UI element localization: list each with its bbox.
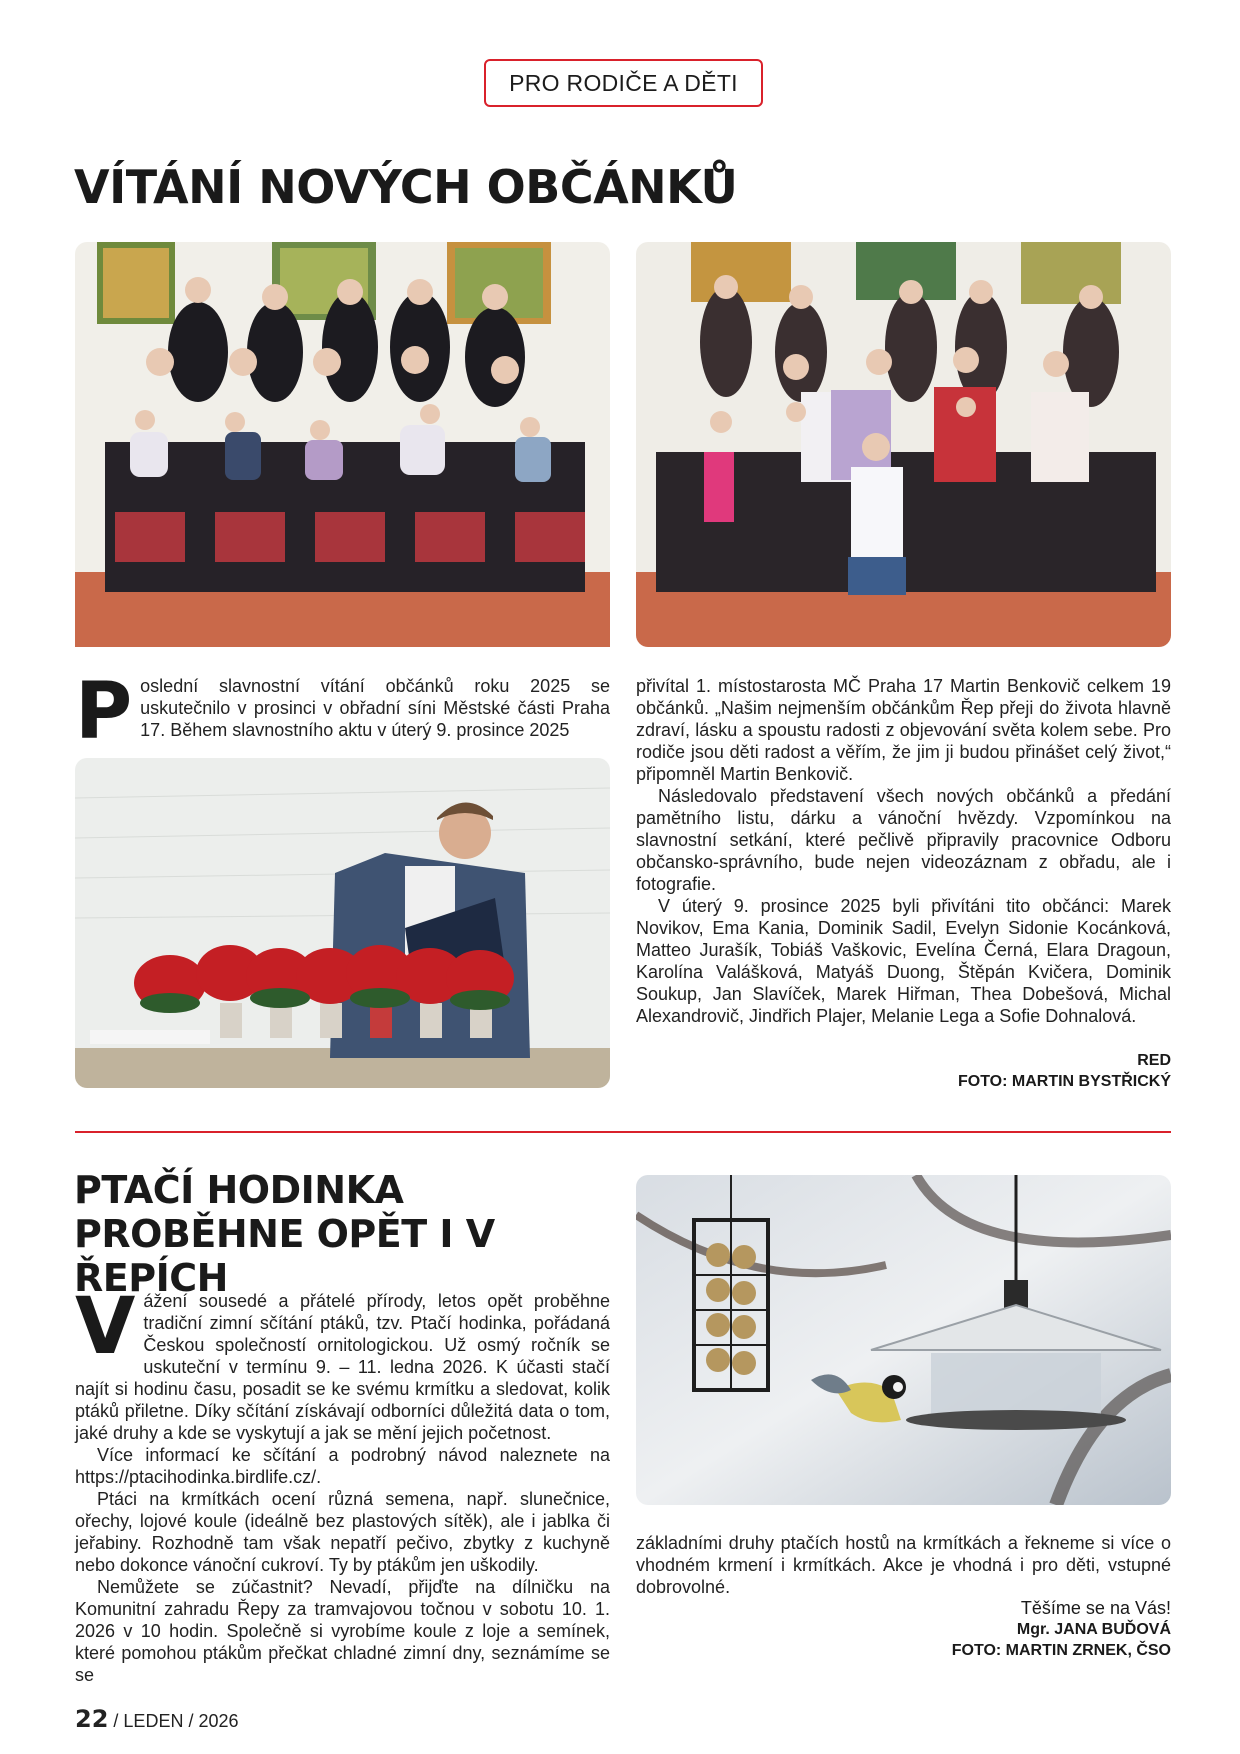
article2-paragraph: ážení sousedé a přátelé přírody, letos opět proběhne tradiční zimní sčítání ptáků, tzv. Ptačí hodinka, pořádaná Českou společností ornitologickou. Už osmý ročník se uskuteční v termínu 9. – 11. ledna 2026. K účasti stačí najít si hodinu času, posadit se ke svému krmítku a sledovat, kolik ptáků přiletne. Díky sčítání získávají odborníci důležitá data o tom, jaké druhy a kde se vyskytují a jak se mění jejich početnost. (75, 1291, 610, 1443)
article2-column2 (636, 1532, 1171, 1598)
article2-paragraph: Nemůžete se zúčastnit? Nevadí, přijďte na dílničku na Komunitní zahradu Řepy za tramvajovou točnou v sobotu 10. 1. 2026 v 10 hodin. Společně si vyrobíme koule z loje a semínek, které pomohou ptákům přečkat chladné zimní dny, seznámíme se se (75, 1577, 610, 1685)
photo-credit: FOTO: MARTIN ZRNEK, ČSO (951, 1642, 1171, 1659)
page-footer (75, 1705, 239, 1733)
photo-deputy-mayor-speech (75, 758, 610, 1088)
article1-column2 (636, 675, 1171, 1027)
greeting: Těšíme se na Vás! (1020, 1598, 1171, 1618)
article2-paragraph: Ptáci na krmítkách ocení různá semena, např. slunečnice, ořechy, lojové koule (ideálně bez plastových sítěk), ale i jablka či jeřabiny. Rozhodně tam však nepatří pečivo, zbytky z kuchyně nebo dokonce vánoční cukroví. Ty by ptákům jen uškodily. (75, 1489, 610, 1575)
article1-names-paragraph: V úterý 9. prosince 2025 byli přivítáni tito občánci: Marek Novikov, Ema Kania, Dominik Sadil, Evelyn Sidonie Kocánková, Matteo Jurašík, Tobiáš Vaškovic, Evelína Černá, Elara Dragoun, Karolína Valášková, Matyáš Duong, Štěpán Kvičera, Dominik Soukup, Jan Slavíček, Marek Hiřman, Thea Dobešová, Michal Alexandrovič, Jindřich Plajer, Melanie Lega a Sofie Dohnalová. (636, 896, 1171, 1026)
author: Mgr. JANA BUĎOVÁ (1016, 1621, 1171, 1638)
photo-credit: FOTO: MARTIN BYSTŘICKÝ (957, 1073, 1171, 1090)
photo-group-mothers-babies (75, 242, 610, 647)
article2-credits (800, 1598, 1171, 1661)
page-number: 22 (75, 1705, 109, 1733)
article1-credits (800, 1050, 1171, 1092)
article1-intro: oslední slavnostní vítání občánků roku 2025 se uskutečnilo v prosinci v obřadní síni Městské části Praha 17. Během slavnostního aktu v úterý 9. prosince 2025 (140, 676, 610, 740)
section-badge: PRO RODIČE A DĚTI (484, 59, 763, 107)
article-title-bird-hour: PTAČÍ HODINKA PROBĚHNE OPĚT I V ŘEPÍCH (74, 1168, 495, 1300)
photo-group-families-children (636, 242, 1171, 647)
article2-column1 (75, 1282, 610, 1686)
article1-column1 (75, 667, 610, 757)
dropcap-v: V (75, 1282, 136, 1372)
article1-paragraph: Následovalo představení všech nových občánků a předání pamětního listu, dárku a vánoční hvězdy. Vzpomínkou na slavnostní setkání, které pečlivě připravily pracovnice Odboru občansko-správního, bude nejen videozáznam z obřadu, ale i fotografie. (636, 786, 1171, 894)
article2-paragraph: Více informací ke sčítání a podrobný návod naleznete na https://ptacihodinka.birdlife.cz/. (75, 1445, 610, 1487)
article1-paragraph: přivítal 1. místostarosta MČ Praha 17 Martin Benkovič celkem 19 občánků. „Našim nejmenším občánkům Řep přeji do života hlavně zdraví, lásku a spoustu radosti z objevování světa kolem sebe. Pro rodiče jsou děti radost a věřím, že jim ji budou přinášet celý život,“ připomněl Martin Benkovič. (636, 676, 1171, 784)
article2-continuation: základními druhy ptačích hostů na krmítkách a řekneme si více o vhodném krmení i krmítkách. Akce je vhodná i pro děti, vstupné dobrovolné. (636, 1533, 1171, 1597)
section-divider (75, 1131, 1171, 1133)
issue-date: / LEDEN / 2026 (113, 1711, 239, 1731)
dropcap-p: P (75, 667, 133, 757)
author: RED (1137, 1052, 1171, 1069)
photo-bird-feeder (636, 1175, 1171, 1505)
article-title-welcome: VÍTÁNÍ NOVÝCH OBČÁNKŮ (74, 160, 738, 214)
